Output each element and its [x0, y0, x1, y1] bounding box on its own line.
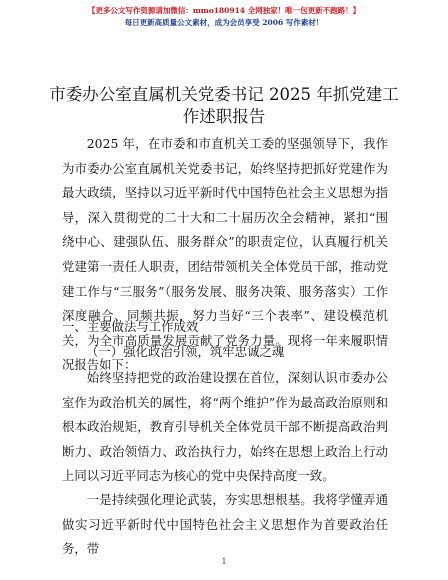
promo-banner-line-2: 每日更新高质量公文素材，成为会员享受 2006 写作素材！ — [124, 18, 324, 27]
body-paragraph-3: 一是持续强化理论武装，夯实思想根基。我将学懂弄通做实习近平新时代中国特色社会主义思想作为首要政治任务，带 — [62, 492, 388, 557]
subsection-heading-1: （一）强化政治引领，筑牢忠诚之魂 — [86, 344, 285, 359]
body-paragraph-2: 始终坚持把党的政治建设摆在首位，深刻认识市委办公室作为政治机关的属性，将“两个维护”作为最高政治原则和根本政治规矩，教育引导机关全体党员干部不断提高政治判断力、政治领悟力、政治执行力，始终在思想上政治上行动上同以习近平同志为核心的党中央保持高度一致。 — [62, 370, 388, 484]
intro-paragraph: 2025 年，在市委和市直机关工委的坚强领导下，我作为市委办公室直属机关党委书记，始终坚持把抓好党建作为最大政绩，坚持以习近平新时代中国特色社会主义思想为指导，深入贯彻党的二十大和二十届历次全会精神，紧扣“围绕中心、建强队伍、服务群众”的职责定位，认真履行机关党建第一责任人职责，团结带领机关全体党员干部，推动党建工作与“三服务”（服务发展、服务决策、服务落实）工作深度融合、同频共振，努力当好“三个表率”、建设模范机关，为全市高质量发展贡献了党务力量。现将一年来履职情况报告如下： — [62, 136, 388, 373]
document-title-line-1: 市委办公室直属机关党委书记 2025 年抓党建工 — [49, 85, 399, 104]
document-title-line-2: 作述职报告 — [182, 107, 266, 126]
paragraph-3-block — [62, 488, 388, 562]
page-number: 1 — [221, 557, 227, 566]
paragraph-2-block — [62, 366, 388, 489]
section-heading-1: 一、主要做法与工作成效 — [62, 319, 199, 334]
promo-banner-line-1: 【更多公文写作资源请加微信：mmo180914 全网独家！唯一包更新不跑路！】 — [87, 6, 361, 15]
intro-paragraph-block — [62, 132, 388, 378]
